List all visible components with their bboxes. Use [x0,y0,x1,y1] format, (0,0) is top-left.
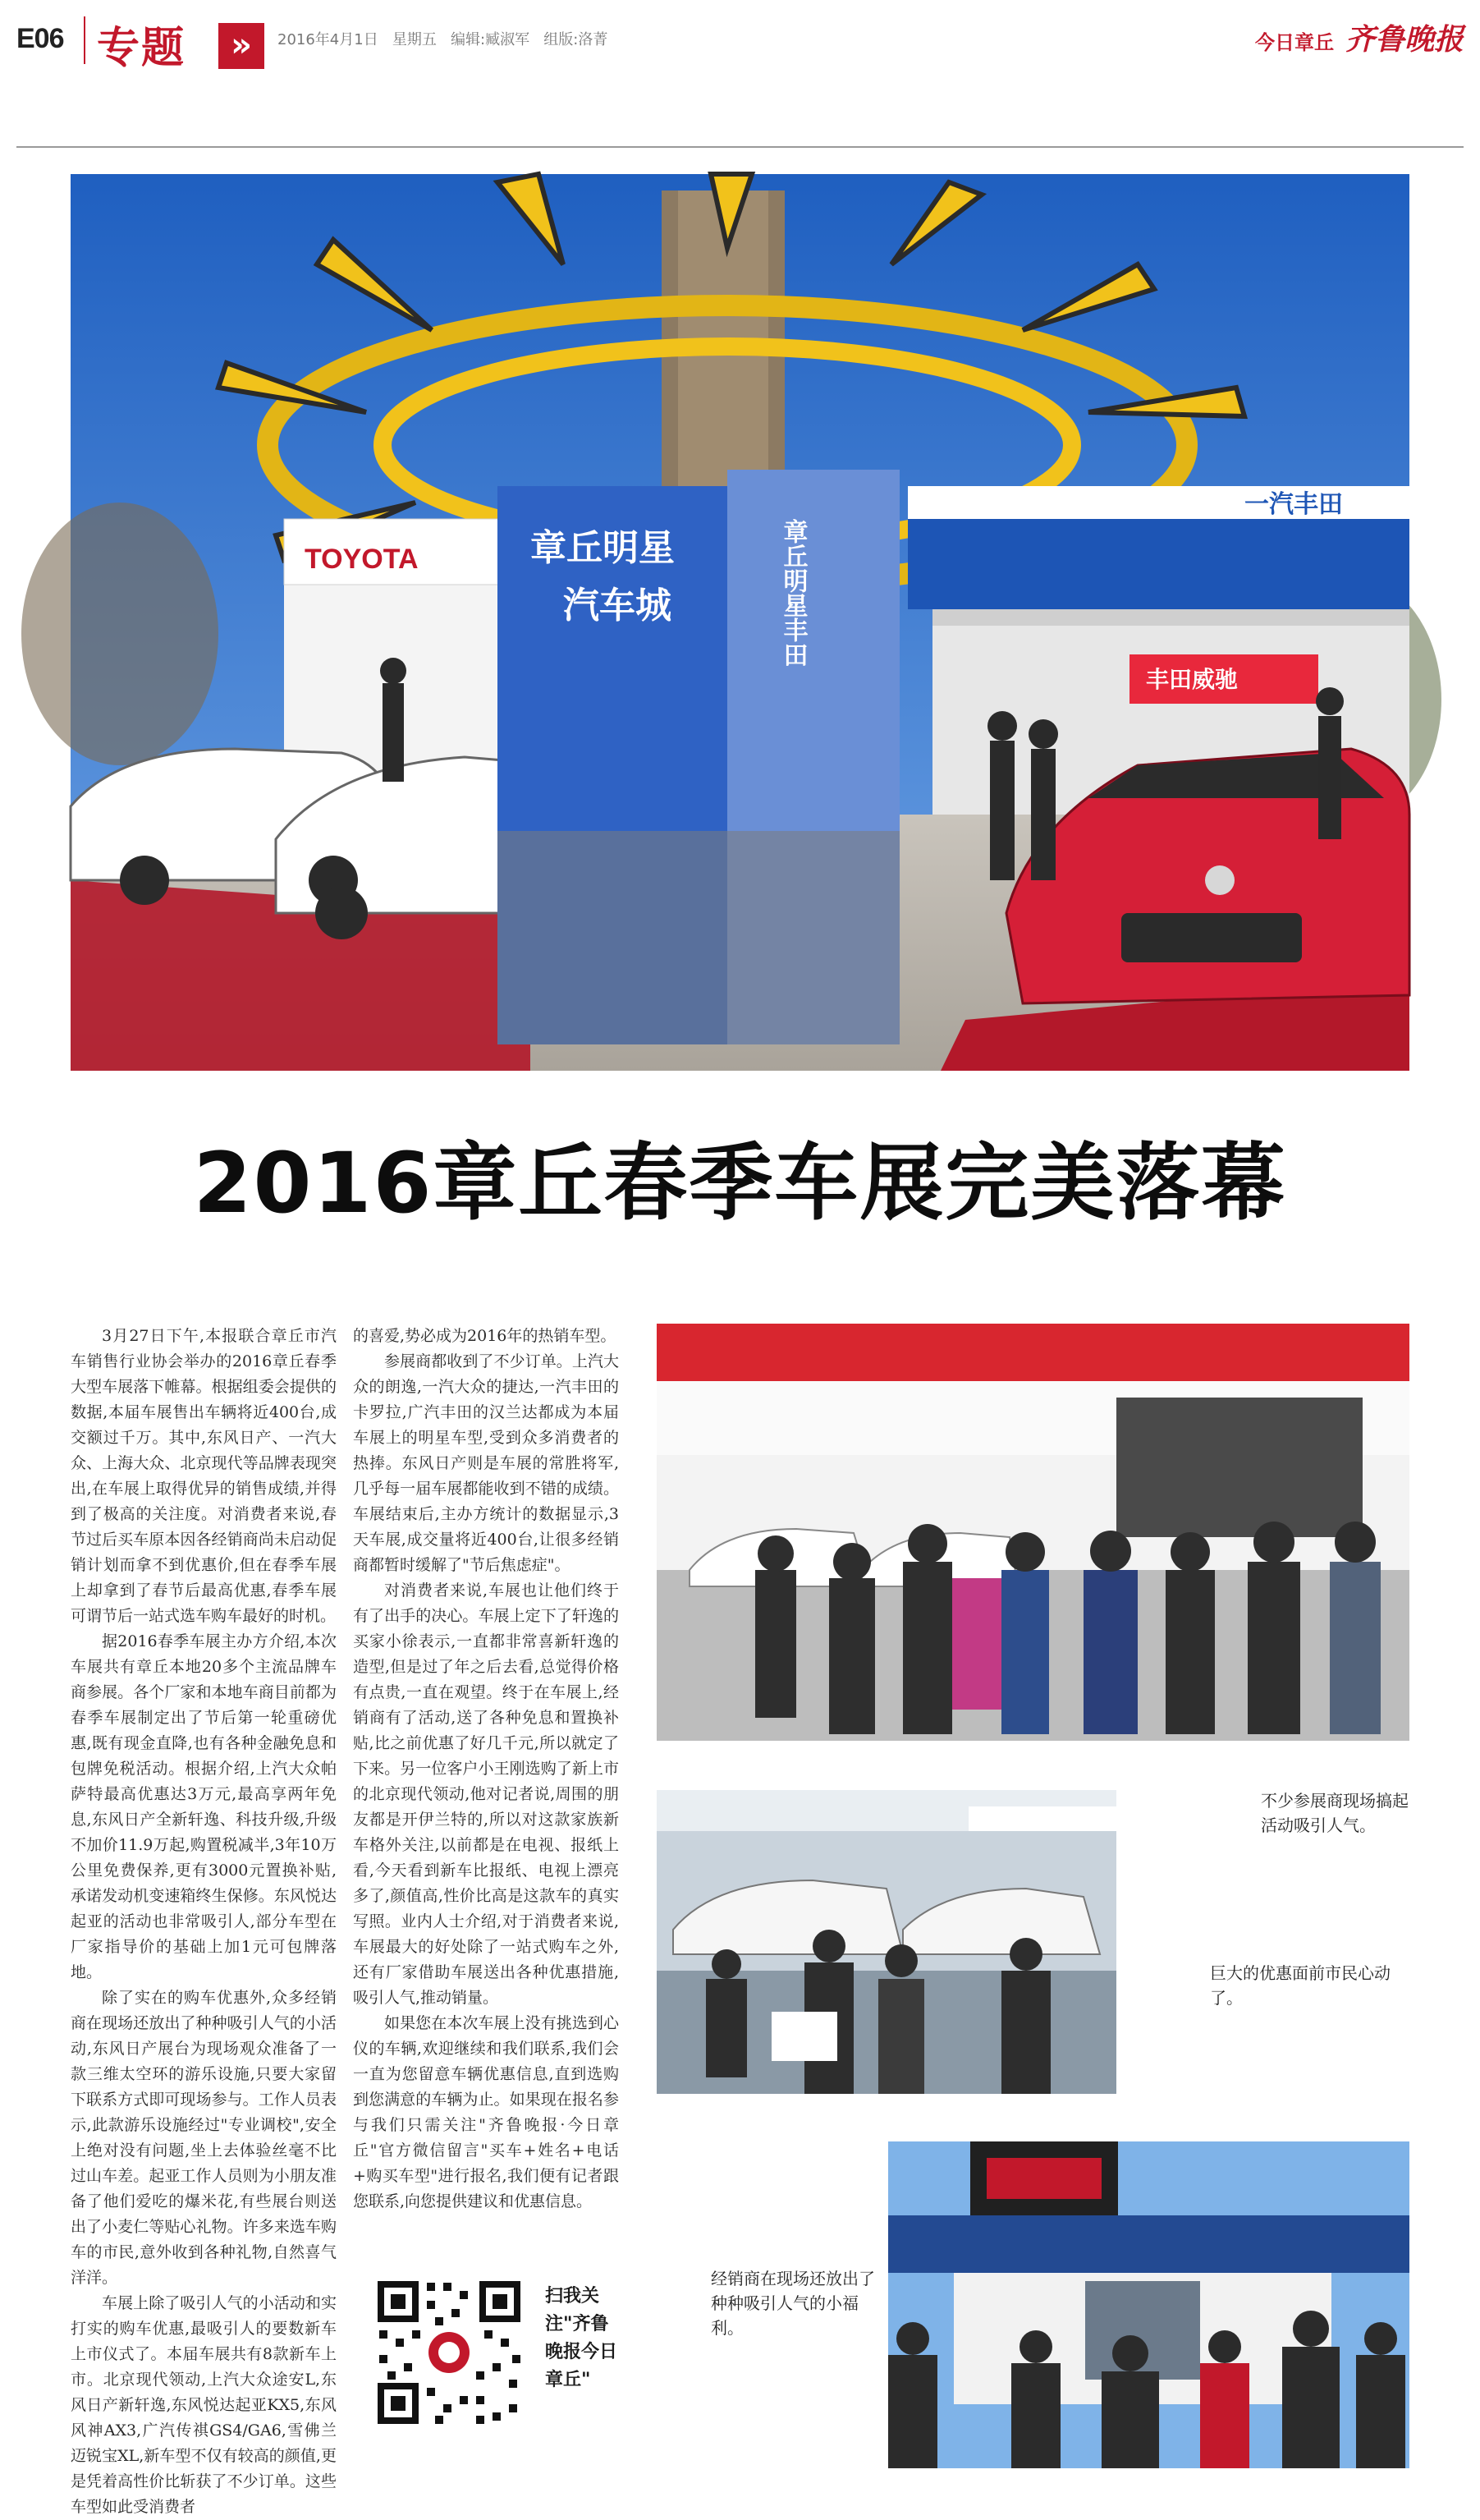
paragraph: 对消费者来说,车展也让他们终于有了出手的决心。车展上定下了轩逸的买家小徐表示,一直都非常喜新轩逸的造型,但是过了年之后去看,总觉得价格有点贵,一直在观望。终于在车展上,经销商有了活动,送了各种免息和置换补贴,比之前优惠了好几千元,所以就定了下来。另一位客户小王刚选购了新上市的北京现代领动,他对记者说,周围的朋友都是开伊兰特的,所以对这款家族新车格外关注,以前都是在电视、报纸上看,今天看到新车比报纸、电视上漂亮多了,颜值高,性价比高是这款车的真实写照。业内人士介绍,对于消费者来说,车展最大的好处除了一站式购车之外,还有厂家借助车展送出各种优惠措施,吸引人气,推动销量。 [353,1581,619,2007]
paragraph: 除了实在的购车优惠外,众多经销商在现场还放出了种种吸引人气的小活动,东风日产展台为现场观众准备了一款三维太空环的游乐设施,只要大家留下联系方式即可现场参与。工作人员表示,此款游乐设施经过"专业调校",安全上绝对没有问题,坐上去体验丝毫不比过山车差。起亚工作人员则为小朋友准备了他们爱吃的爆米花,有些展台则送出了小麦仁等贴心礼物。许多来选车购车的市民,意外收到各种礼物,自然喜气洋洋。 [71,1989,337,2287]
caption-photo-2: 巨大的优惠面前市民心动了。 [1210,1963,1391,2008]
edition-name: 今日章丘 [1255,31,1334,54]
paragraph: 车展上除了吸引人气的小活动和实打实的购车优惠,最吸引人的要数新车上市仪式了。本届车展共有8款新车上市。北京现代领动,上汽大众途安L,东风日产新轩逸,东风悦达起亚KX5,东风风神AX3,广汽传祺GS4/GA6,雪佛兰迈锐宝XL,新车型不仅有较高的颜值,更是凭着高性价比斩获了不少订单。这些车型如此受消费者 [71,2294,337,2516]
paragraph: 参展商都收到了不少订单。上汽大众的朗逸,一汽大众的捷达,一汽丰田的卡罗拉,广汽丰田的汉兰达都成为本届车展上的明星车型,受到众多消费者的热捧。东风日产则是车展的常胜将军,几乎每一届车展都能收到不错的成绩。车展结束后,主办方统计的数据显示,3天车展,成交量将近400台,让很多经销商都暂时缓解了"节后焦虑症"。 [353,1352,619,1574]
photo-dealer-booth [888,2141,1409,2468]
newspaper-logo: 齐鲁晚报 [1345,22,1464,57]
toyota-sign: TOYOTA [305,544,419,575]
headline: 2016章丘春季车展完美落幕 [193,1135,1287,1232]
article-column-1 [71,1324,337,2516]
tower-side-text: 章丘明星丰田 [778,519,808,667]
hero-photo [71,174,1409,1071]
page-header [16,11,1464,76]
issue-meta: 2016年4月1日 星期五 编辑:臧淑军 组版:洛菁 [277,31,608,48]
article-column-2 [353,1324,619,2258]
paragraph: 3月27日下午,本报联合章丘市汽车销售行业协会举办的2016章丘春季大型车展落下帷幕。根据组委会提供的数据,本届车展售出车辆将近400台,成交额过千万。其中,东风日产、一汽大众、上海大众、北京现代等品牌表现突出,在车展上取得优异的销售成绩,并得到了极高的关注度。对消费者来说,春节过后买车原本因各经销商尚未启动促销计划而拿不到优惠价,但在春季车展上却拿到了春节后最高优惠,春季车展可谓节后一站式选车购车最好的时机。 [71,1327,337,1625]
tower-title-2: 汽车城 [563,585,671,627]
caption-photo-1: 不少参展商现场搞起活动吸引人气。 [1261,1791,1409,1835]
header-divider [84,16,85,64]
header-rule [16,146,1464,148]
car-sign: 丰田威驰 [1146,666,1239,693]
tower-title-1: 章丘明星 [530,527,675,569]
faw-toyota-sign: 一汽丰田 [1244,490,1343,519]
photo-crowd-booth [657,1324,1409,1741]
caption-photo-3: 经销商在现场还放出了种种吸引人气的小福利。 [711,2269,875,2338]
double-chevron-right-icon: » [218,23,264,69]
qr-code-icon [373,2276,525,2429]
section-title: 专题 [97,24,186,73]
paragraph: 据2016春季车展主办方介绍,本次车展共有章丘本地20多个主流品牌车商参展。各个厂家和本地车商目前都为春季车展制定出了节后第一轮重磅优惠,既有现金直降,也有各种金融免息和包牌免税活动。根据介绍,上汽大众帕萨特最高优惠达3万元,最高享两年免息,东风日产全新轩逸、科技升级,升级不加价11.9万起,购置税减半,3年10万公里免费保养,更有3000元置换补贴,承诺发动机变速箱终生保修。东风悦达起亚的活动也非常吸引人,部分车型在厂家指导价的基础上加1元可包牌落地。 [71,1632,337,1981]
paragraph: 的喜爱,势必成为2016年的热销车型。 [353,1327,616,1345]
photo-showroom [657,1790,1116,2094]
paragraph: 如果您在本次车展上没有挑选到心仪的车辆,欢迎继续和我们联系,我们会一直为您留意车辆优惠信息,直到选购到您满意的车辆为止。如果现在报名参与我们只需关注"齐鲁晚报·今日章丘"官方微信留言"买车+姓名+电话+购买车型"进行报名,我们便有记者跟您联系,向您提供建议和优惠信息。 [353,2014,619,2210]
page-number: E06 [16,23,64,54]
qr-note: 扫我关注"齐鲁晚报今日章丘" [545,2286,618,2390]
